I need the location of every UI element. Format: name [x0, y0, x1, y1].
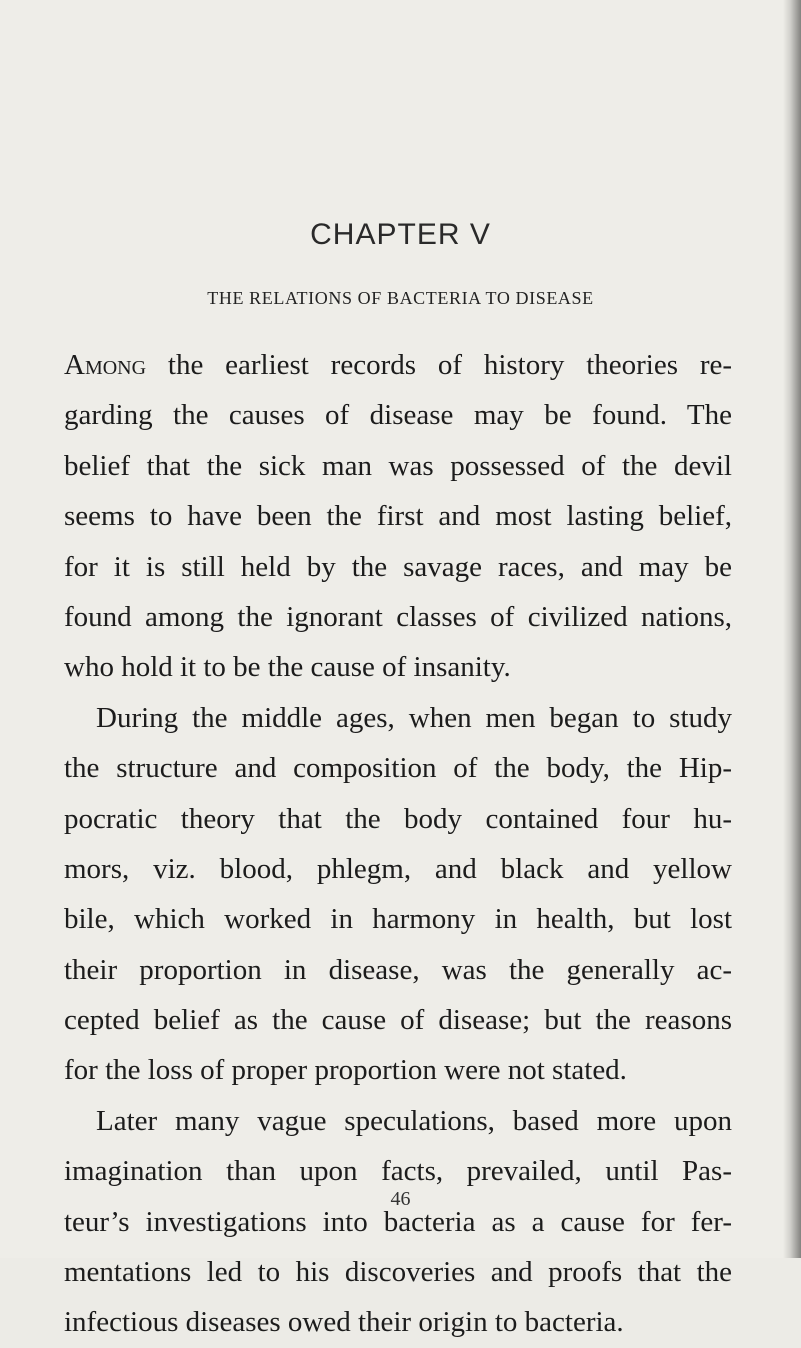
text-line: garding the causes of disease may be found. The	[64, 399, 732, 432]
text-line: During the middle ages, when men began to study	[96, 701, 732, 734]
text-line: mentations led to his discoveries and proofs that the	[64, 1256, 732, 1289]
text-line: belief that the sick man was possessed of the devil	[64, 449, 732, 482]
chapter-title: CHAPTER V	[310, 218, 491, 251]
text-line: for it is still held by the savage races, and may be	[64, 550, 732, 583]
text-line: their proportion in disease, was the generally ac-	[64, 953, 732, 986]
text-line: seems to have been the first and most lasting belief,	[64, 500, 732, 533]
text-line-rest: the earliest records of history theories re-	[146, 349, 732, 381]
text-line: imagination than upon facts, prevailed, until Pas-	[64, 1155, 732, 1188]
text-line: infectious diseases owed their origin to bacteria.	[64, 1306, 624, 1339]
text-line	[64, 340, 732, 390]
text-line: cepted belief as the cause of disease; but the reasons	[64, 1004, 732, 1037]
text-line: found among the ignorant classes of civilized nations,	[64, 600, 732, 633]
text-line: mors, viz. blood, phlegm, and black and yellow	[64, 852, 732, 885]
chapter-subtitle: THE RELATIONS OF BACTERIA TO DISEASE	[207, 288, 594, 308]
page-number: 46	[390, 1188, 411, 1210]
text-line: for the loss of proper proportion were not stated.	[64, 1054, 627, 1087]
text-line: pocratic theory that the body contained four hu-	[64, 802, 732, 835]
text-line: Later many vague speculations, based more upon	[96, 1104, 732, 1137]
page-edge-shadow	[783, 0, 801, 1258]
text-line: bile, which worked in harmony in health, but lost	[64, 903, 732, 936]
text-line: teur’s investigations into bacteria as a cause for fer-	[64, 1205, 732, 1238]
drop-word: Among	[64, 349, 147, 381]
text-line: the structure and composition of the body, the Hip-	[64, 752, 732, 785]
text-line: who hold it to be the cause of insanity.	[64, 651, 511, 684]
